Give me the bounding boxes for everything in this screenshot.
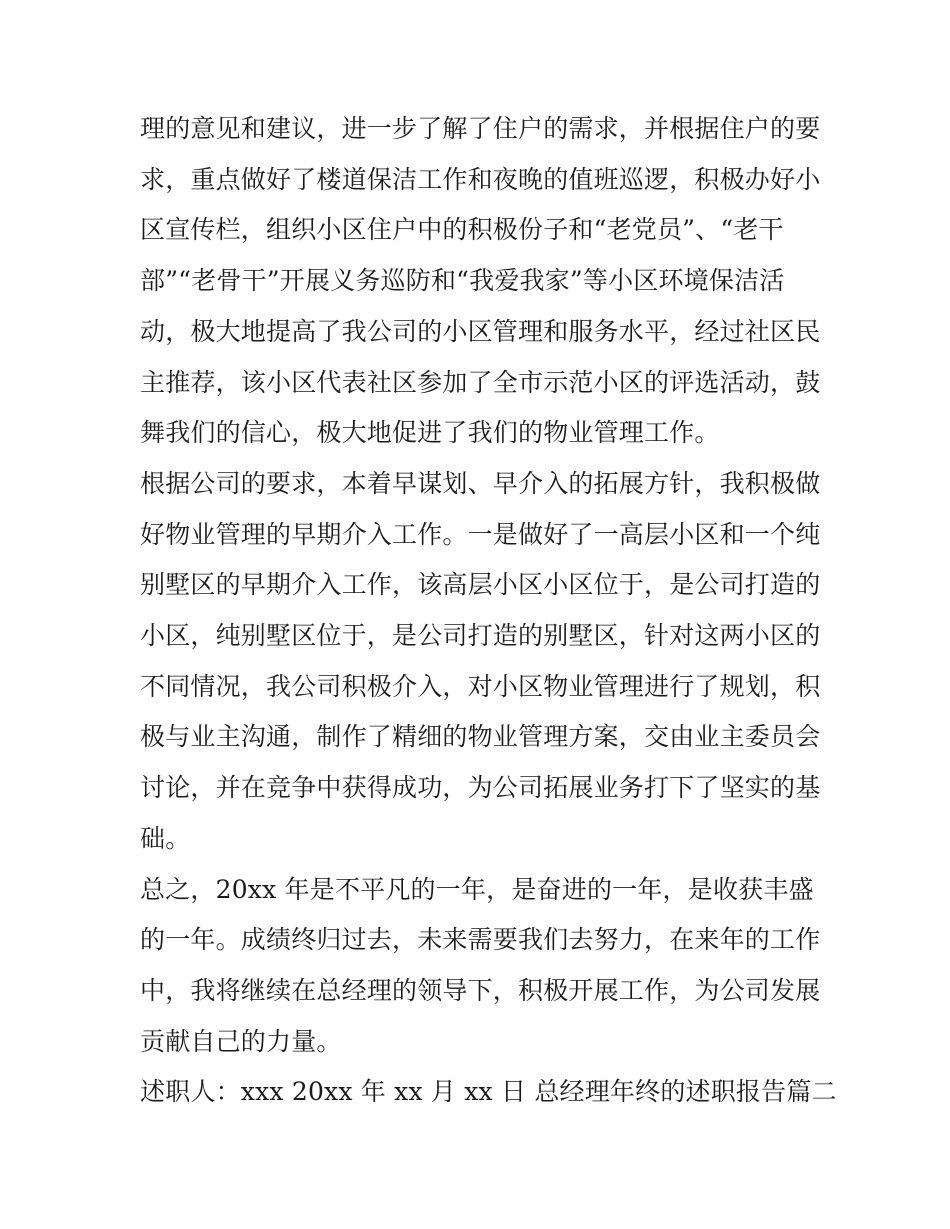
text-line: 舞我们的信心，极大地促进了我们的物业管理工作。 — [140, 418, 720, 448]
body-text — [140, 104, 837, 1118]
text-line: 中，我将继续在总经理的领导下，积极开展工作，为公司发展 — [140, 975, 821, 1005]
signature-line: 述职人：xxx 20xx 年 xx 月 xx 日 总经理年终的述职报告篇二 — [140, 1077, 837, 1107]
text-line: 主推荐，该小区代表社区参加了全市示范小区的评选活动，鼓 — [140, 367, 821, 397]
text-line: 贡献自己的力量。 — [140, 1026, 342, 1056]
text-line: 理的意见和建议，进一步了解了住户的需求，并根据住户的要 — [140, 114, 821, 143]
text-line: 好物业管理的早期介入工作。一是做好了一高层小区和一个纯 — [140, 519, 821, 549]
text-line: 动，极大地提高了我公司的小区管理和服务水平，经过社区民 — [140, 316, 821, 346]
text-line: 不同情况，我公司积极介入，对小区物业管理进行了规划，积 — [140, 671, 821, 701]
text-line: 总之，20xx 年是不平凡的一年，是奋进的一年，是收获丰盛 — [140, 874, 814, 904]
text-line: 部”“老骨干”开展义务巡防和“我爱我家”等小区环境保洁活 — [140, 266, 785, 296]
text-line: 小区，纯别墅区位于，是公司打造的别墅区，针对这两小区的 — [140, 621, 821, 651]
text-line: 的一年。成绩终归过去，未来需要我们去努力，在来年的工作 — [140, 925, 821, 955]
text-line: 求，重点做好了楼道保洁工作和夜晚的值班巡逻，积极办好小 — [140, 164, 821, 194]
text-line: 极与业主沟通，制作了精细的物业管理方案，交由业主委员会 — [140, 722, 821, 752]
text-line: 础。 — [140, 823, 191, 853]
text-line: 讨论，并在竞争中获得成功，为公司拓展业务打下了坚实的基 — [140, 773, 821, 803]
text-line: 根据公司的要求，本着早谋划、早介入的拓展方针，我积极做 — [140, 468, 821, 498]
text-line: 别墅区的早期介入工作，该高层小区小区位于，是公司打造的 — [140, 570, 821, 600]
text-line: 区宣传栏，组织小区住户中的积极份子和“老党员”、“老干 — [140, 215, 784, 245]
